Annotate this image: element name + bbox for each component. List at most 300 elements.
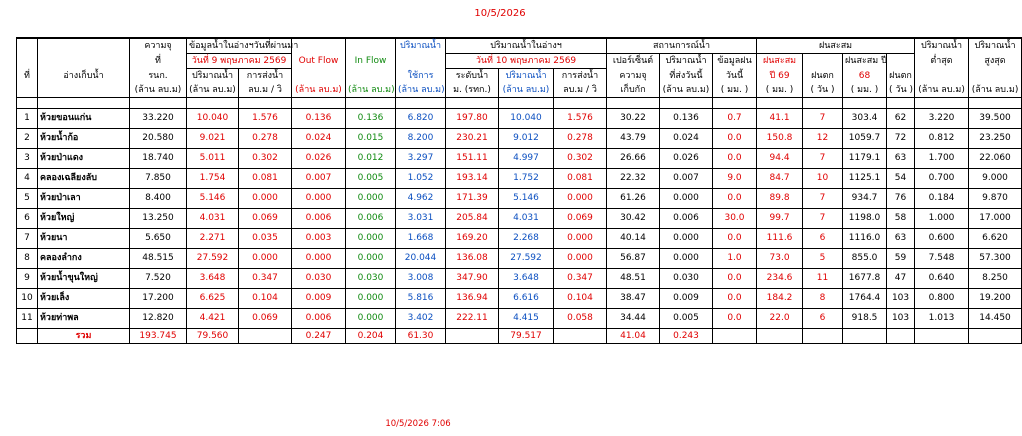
cell-no: 3: [17, 149, 38, 169]
cell-pvol: 9.021: [187, 129, 239, 149]
table-row: [17, 189, 1022, 209]
header-cell: สถานการณ์น้ำ: [607, 38, 757, 54]
header-cell: [915, 69, 969, 84]
header-cell: [887, 54, 915, 69]
cell-name: ห้วยป่าเลา: [38, 189, 130, 209]
cell-max: 23.250: [969, 129, 1022, 149]
header-cell: เปอร์เซ็นต์: [607, 54, 660, 69]
cell-sent: 0.026: [660, 149, 713, 169]
header-cell: สูงสุด: [969, 54, 1022, 69]
cell-d69: 7: [803, 189, 843, 209]
cell-pvol: 4.421: [187, 309, 239, 329]
cell-cap: 5.650: [130, 229, 187, 249]
cell-name: ห้วยน้ำก้อ: [38, 129, 130, 149]
cell-crel: 0.069: [554, 209, 607, 229]
cell-max: 19.200: [969, 289, 1022, 309]
header-cell: (ล้าน ลบ.ม): [915, 83, 969, 98]
cell-name: คลองลำกง: [38, 249, 130, 269]
cell-in: 0.136: [346, 109, 396, 129]
cell-r68: 855.0: [843, 249, 887, 269]
header-cell: ความจุ: [607, 69, 660, 84]
header-cell: (ล้าน ลบ.ม): [292, 83, 346, 98]
cell-out: 0.024: [292, 129, 346, 149]
cell-no: 7: [17, 229, 38, 249]
table-body: [17, 109, 1022, 329]
total-capacity: 193.745: [130, 329, 187, 344]
cell-rain: 0.0: [713, 289, 757, 309]
cell-out: 0.003: [292, 229, 346, 249]
cell-r68: 934.7: [843, 189, 887, 209]
cell-max: 57.300: [969, 249, 1022, 269]
cell-prel: 0.104: [239, 289, 292, 309]
header-cell: [17, 54, 38, 69]
cell-r69: 84.7: [757, 169, 803, 189]
cell-cap: 17.200: [130, 289, 187, 309]
cell-crel: 0.347: [554, 269, 607, 289]
header-cell: ปริมาณน้ำ: [187, 69, 239, 84]
header-cell: ม. (รทก.): [446, 83, 499, 98]
cell-prel: 0.302: [239, 149, 292, 169]
cell-prel: 0.069: [239, 209, 292, 229]
cell-in: 0.000: [346, 309, 396, 329]
cell-lvl: 347.90: [446, 269, 499, 289]
cell-prel: 1.576: [239, 109, 292, 129]
cell-cap: 20.580: [130, 129, 187, 149]
total-cell: [843, 329, 887, 344]
header-cell: ปริมาณน้ำในอ่างฯ: [446, 38, 607, 54]
cell-pvol: 3.648: [187, 269, 239, 289]
cell-d68: 103: [887, 309, 915, 329]
cell-cvol: 1.752: [499, 169, 554, 189]
total-label: รวม: [38, 329, 130, 344]
cell-rain: 0.0: [713, 309, 757, 329]
cell-use: 8.200: [396, 129, 446, 149]
cell-min: 0.184: [915, 189, 969, 209]
total-row: [17, 329, 1022, 344]
table-row: [17, 249, 1022, 269]
header-cell: [346, 69, 396, 84]
header-cell: ปริมาณน้ำ: [396, 38, 446, 54]
header-cell: ปริมาณน้ำ: [499, 69, 554, 84]
cell-cvol: 4.031: [499, 209, 554, 229]
header-cell: [17, 83, 38, 98]
cell-pct: 43.79: [607, 129, 660, 149]
header-cell: [396, 54, 446, 69]
cell-name: ห้วยน้ำขุนใหญ่: [38, 269, 130, 289]
cell-out: 0.006: [292, 209, 346, 229]
cell-no: 6: [17, 209, 38, 229]
cell-out: 0.007: [292, 169, 346, 189]
cell-cvol: 5.146: [499, 189, 554, 209]
header-cell: ลบ.ม / วิ: [554, 83, 607, 98]
header-cell: ที่: [130, 54, 187, 69]
cell-prel: 0.000: [239, 249, 292, 269]
cell-max: 39.500: [969, 109, 1022, 129]
header-cell: [346, 38, 396, 54]
cell-r68: 1116.0: [843, 229, 887, 249]
header-cell: ( วัน ): [887, 83, 915, 98]
total-cell: [757, 329, 803, 344]
cell-cvol: 6.616: [499, 289, 554, 309]
cell-pvol: 1.754: [187, 169, 239, 189]
cell-pvol: 10.040: [187, 109, 239, 129]
cell-r69: 89.8: [757, 189, 803, 209]
cell-lvl: 205.84: [446, 209, 499, 229]
header-cell: ฝนตก: [887, 69, 915, 84]
total-cell: [17, 329, 38, 344]
header-cell: ใช้การ: [396, 69, 446, 84]
cell-crel: 0.058: [554, 309, 607, 329]
cell-rain: 9.0: [713, 169, 757, 189]
header-cell: ลบ.ม / วิ: [239, 83, 292, 98]
cell-max: 9.000: [969, 169, 1022, 189]
cell-min: 1.700: [915, 149, 969, 169]
cell-lvl: 169.20: [446, 229, 499, 249]
cell-rain: 0.0: [713, 269, 757, 289]
total-outflow: 0.247: [292, 329, 346, 344]
cell-cap: 7.520: [130, 269, 187, 289]
header-cell: ข้อมูลฝน: [713, 54, 757, 69]
cell-in: 0.000: [346, 189, 396, 209]
cell-sent: 0.009: [660, 289, 713, 309]
cell-rain: 30.0: [713, 209, 757, 229]
cell-prel: 0.035: [239, 229, 292, 249]
header-cell: การส่งน้ำ: [239, 69, 292, 84]
cell-use: 1.052: [396, 169, 446, 189]
cell-pct: 40.14: [607, 229, 660, 249]
cell-min: 0.700: [915, 169, 969, 189]
cell-name: ห้วยท่าพล: [38, 309, 130, 329]
report-date: 10/5/2026: [474, 8, 526, 19]
cell-rain: 1.0: [713, 249, 757, 269]
cell-min: 7.548: [915, 249, 969, 269]
cell-out: 0.006: [292, 309, 346, 329]
cell-prel: 0.347: [239, 269, 292, 289]
cell-out: 0.026: [292, 149, 346, 169]
cell-max: 6.620: [969, 229, 1022, 249]
header-cell: ( มม. ): [757, 83, 803, 98]
cell-r68: 1198.0: [843, 209, 887, 229]
print-timestamp: 10/5/2026 7:06: [385, 419, 451, 429]
total-cell: [554, 329, 607, 344]
cell-name: ห้วยใหญ่: [38, 209, 130, 229]
cell-lvl: 151.11: [446, 149, 499, 169]
table-row: [17, 229, 1022, 249]
total-cell: [969, 329, 1022, 344]
cell-in: 0.012: [346, 149, 396, 169]
cell-pct: 48.51: [607, 269, 660, 289]
cell-sent: 0.030: [660, 269, 713, 289]
header-cell: รนก.: [130, 69, 187, 84]
header-cell: ปริมาณน้ำ: [660, 54, 713, 69]
header-cell: [969, 69, 1022, 84]
cell-pct: 30.42: [607, 209, 660, 229]
cell-prel: 0.278: [239, 129, 292, 149]
cell-prel: 0.000: [239, 189, 292, 209]
cell-out: 0.000: [292, 249, 346, 269]
cell-d69: 6: [803, 309, 843, 329]
cell-use: 3.297: [396, 149, 446, 169]
cell-max: 14.450: [969, 309, 1022, 329]
table-header: [17, 38, 1022, 109]
header-cell: ปริมาณน้ำ: [915, 38, 969, 54]
cell-pct: 61.26: [607, 189, 660, 209]
cell-r69: 150.8: [757, 129, 803, 149]
cell-cvol: 27.592: [499, 249, 554, 269]
cell-cap: 13.250: [130, 209, 187, 229]
cell-sent: 0.000: [660, 249, 713, 269]
cell-min: 1.013: [915, 309, 969, 329]
cell-d68: 59: [887, 249, 915, 269]
cell-pct: 26.66: [607, 149, 660, 169]
cell-cap: 7.850: [130, 169, 187, 189]
header-cell: [803, 54, 843, 69]
cell-sent: 0.000: [660, 229, 713, 249]
header-cell: [292, 38, 346, 54]
cell-in: 0.030: [346, 269, 396, 289]
header-cell: [38, 54, 130, 69]
header-cell: ที่: [17, 69, 38, 84]
table-row: [17, 309, 1022, 329]
cell-d68: 47: [887, 269, 915, 289]
cell-lvl: 193.14: [446, 169, 499, 189]
cell-use: 5.816: [396, 289, 446, 309]
total-cell: [915, 329, 969, 344]
cell-min: 0.800: [915, 289, 969, 309]
header-cell: ฝนสะสม: [757, 38, 915, 54]
cell-min: 1.000: [915, 209, 969, 229]
cell-cvol: 9.012: [499, 129, 554, 149]
cell-pct: 38.47: [607, 289, 660, 309]
cell-d69: 7: [803, 209, 843, 229]
header-cell: [292, 69, 346, 84]
cell-min: 0.812: [915, 129, 969, 149]
cell-crel: 1.576: [554, 109, 607, 129]
header-cell: (ล้าน ลบ.ม): [187, 83, 239, 98]
cell-no: 5: [17, 189, 38, 209]
header-cell: (ล้าน ลบ.ม): [969, 83, 1022, 98]
cell-out: 0.030: [292, 269, 346, 289]
cell-r68: 1764.4: [843, 289, 887, 309]
cell-pvol: 27.592: [187, 249, 239, 269]
cell-name: ห้วยเล็ง: [38, 289, 130, 309]
header-cell: (ล้าน ลบ.ม): [396, 83, 446, 98]
cell-rain: 0.0: [713, 129, 757, 149]
header-cell: (ล้าน ลบ.ม): [346, 83, 396, 98]
cell-d69: 6: [803, 229, 843, 249]
cell-cvol: 10.040: [499, 109, 554, 129]
cell-rain: 0.0: [713, 189, 757, 209]
cell-sent: 0.005: [660, 309, 713, 329]
cell-r69: 111.6: [757, 229, 803, 249]
header-cell: วันที่ 10 พฤษภาคม 2569: [446, 54, 607, 69]
table-row: [17, 169, 1022, 189]
header-cell: ฝนตก: [803, 69, 843, 84]
cell-pvol: 4.031: [187, 209, 239, 229]
cell-in: 0.005: [346, 169, 396, 189]
header-cell: ข้อมูลน้ำในอ่างฯวันที่ผ่านมา: [187, 38, 292, 54]
cell-use: 6.820: [396, 109, 446, 129]
total-cell: [887, 329, 915, 344]
cell-lvl: 230.21: [446, 129, 499, 149]
cell-cap: 18.740: [130, 149, 187, 169]
cell-crel: 0.000: [554, 229, 607, 249]
total-cell: [713, 329, 757, 344]
cell-sent: 0.000: [660, 189, 713, 209]
cell-crel: 0.000: [554, 189, 607, 209]
header-cell: วันนี้: [713, 69, 757, 84]
cell-no: 9: [17, 269, 38, 289]
header-cell: ระดับน้ำ: [446, 69, 499, 84]
cell-name: ห้วยป่าแดง: [38, 149, 130, 169]
cell-r68: 918.5: [843, 309, 887, 329]
cell-no: 10: [17, 289, 38, 309]
cell-pvol: 5.011: [187, 149, 239, 169]
cell-prel: 0.081: [239, 169, 292, 189]
cell-lvl: 222.11: [446, 309, 499, 329]
cell-no: 4: [17, 169, 38, 189]
header-cell: วันที่ 9 พฤษภาคม 2569: [187, 54, 292, 69]
cell-d69: 11: [803, 269, 843, 289]
cell-cvol: 2.268: [499, 229, 554, 249]
cell-sent: 0.024: [660, 129, 713, 149]
header-cell: [17, 38, 38, 54]
cell-use: 3.008: [396, 269, 446, 289]
header-cell: ( มม. ): [713, 83, 757, 98]
total-percent: 41.04: [607, 329, 660, 344]
cell-pct: 56.87: [607, 249, 660, 269]
cell-out: 0.009: [292, 289, 346, 309]
cell-pct: 34.44: [607, 309, 660, 329]
cell-name: ห้วยนา: [38, 229, 130, 249]
cell-r69: 22.0: [757, 309, 803, 329]
cell-d68: 54: [887, 169, 915, 189]
cell-name: คลองเฉลียงลับ: [38, 169, 130, 189]
total-cur-volume: 79.517: [499, 329, 554, 344]
header-cell: ต่ำสุด: [915, 54, 969, 69]
header-cell: ปี 69: [757, 69, 803, 84]
cell-cvol: 4.997: [499, 149, 554, 169]
header-cell: 68: [843, 69, 887, 84]
cell-crel: 0.278: [554, 129, 607, 149]
cell-lvl: 136.94: [446, 289, 499, 309]
cell-pct: 22.32: [607, 169, 660, 189]
total-cell: [803, 329, 843, 344]
cell-sent: 0.007: [660, 169, 713, 189]
cell-r69: 99.7: [757, 209, 803, 229]
header-cell: (ล้าน ลบ.ม): [499, 83, 554, 98]
cell-cap: 12.820: [130, 309, 187, 329]
cell-prel: 0.069: [239, 309, 292, 329]
header-cell: [38, 83, 130, 98]
header-cell: ฝนสะสม: [757, 54, 803, 69]
header-cell: (ล้าน ลบ.ม): [660, 83, 713, 98]
cell-r68: 1125.1: [843, 169, 887, 189]
cell-r69: 41.1: [757, 109, 803, 129]
cell-max: 22.060: [969, 149, 1022, 169]
cell-in: 0.000: [346, 289, 396, 309]
total-sent-today: 0.243: [660, 329, 713, 344]
cell-cap: 48.515: [130, 249, 187, 269]
total-cell: [446, 329, 499, 344]
cell-r68: 1179.1: [843, 149, 887, 169]
cell-crel: 0.081: [554, 169, 607, 189]
cell-no: 2: [17, 129, 38, 149]
cell-d68: 58: [887, 209, 915, 229]
cell-max: 9.870: [969, 189, 1022, 209]
header-cell: อ่างเก็บน้ำ: [38, 69, 130, 84]
cell-lvl: 197.80: [446, 109, 499, 129]
cell-use: 3.402: [396, 309, 446, 329]
cell-in: 0.006: [346, 209, 396, 229]
cell-in: 0.000: [346, 229, 396, 249]
cell-lvl: 171.39: [446, 189, 499, 209]
cell-d69: 7: [803, 109, 843, 129]
cell-use: 1.668: [396, 229, 446, 249]
cell-r68: 1059.7: [843, 129, 887, 149]
cell-cap: 33.220: [130, 109, 187, 129]
cell-d68: 103: [887, 289, 915, 309]
cell-rain: 0.7: [713, 109, 757, 129]
cell-r69: 184.2: [757, 289, 803, 309]
total-prev-volume: 79.560: [187, 329, 239, 344]
cell-d69: 12: [803, 129, 843, 149]
cell-max: 8.250: [969, 269, 1022, 289]
header-cell: In Flow: [346, 54, 396, 69]
cell-r68: 1677.8: [843, 269, 887, 289]
cell-no: 11: [17, 309, 38, 329]
total-cell: [239, 329, 292, 344]
cell-pvol: 6.625: [187, 289, 239, 309]
cell-d68: 62: [887, 109, 915, 129]
header-cell: (ล้าน ลบ.ม): [130, 83, 187, 98]
header-cell: ปริมาณน้ำ: [969, 38, 1022, 54]
table-row: [17, 269, 1022, 289]
cell-out: 0.136: [292, 109, 346, 129]
cell-rain: 0.0: [713, 149, 757, 169]
cell-d68: 63: [887, 149, 915, 169]
cell-d69: 10: [803, 169, 843, 189]
cell-d68: 63: [887, 229, 915, 249]
header-cell: เก็บกัก: [607, 83, 660, 98]
cell-d68: 76: [887, 189, 915, 209]
cell-pvol: 2.271: [187, 229, 239, 249]
cell-no: 8: [17, 249, 38, 269]
header-cell: ( มม. ): [843, 83, 887, 98]
cell-name: ห้วยขอนแก่น: [38, 109, 130, 129]
header-cell: การส่งน้ำ: [554, 69, 607, 84]
total-inflow: 0.204: [346, 329, 396, 344]
table-row: [17, 129, 1022, 149]
header-cell: Out Flow: [292, 54, 346, 69]
cell-sent: 0.006: [660, 209, 713, 229]
cell-crel: 0.302: [554, 149, 607, 169]
cell-crel: 0.104: [554, 289, 607, 309]
cell-rain: 0.0: [713, 229, 757, 249]
cell-d69: 5: [803, 249, 843, 269]
cell-cap: 8.400: [130, 189, 187, 209]
cell-use: 20.044: [396, 249, 446, 269]
cell-max: 17.000: [969, 209, 1022, 229]
cell-sent: 0.136: [660, 109, 713, 129]
cell-in: 0.000: [346, 249, 396, 269]
cell-out: 0.000: [292, 189, 346, 209]
header-cell: [38, 38, 130, 54]
header-cell: ที่ส่งวันนี้: [660, 69, 713, 84]
cell-cvol: 4.415: [499, 309, 554, 329]
cell-r69: 73.0: [757, 249, 803, 269]
cell-d68: 72: [887, 129, 915, 149]
